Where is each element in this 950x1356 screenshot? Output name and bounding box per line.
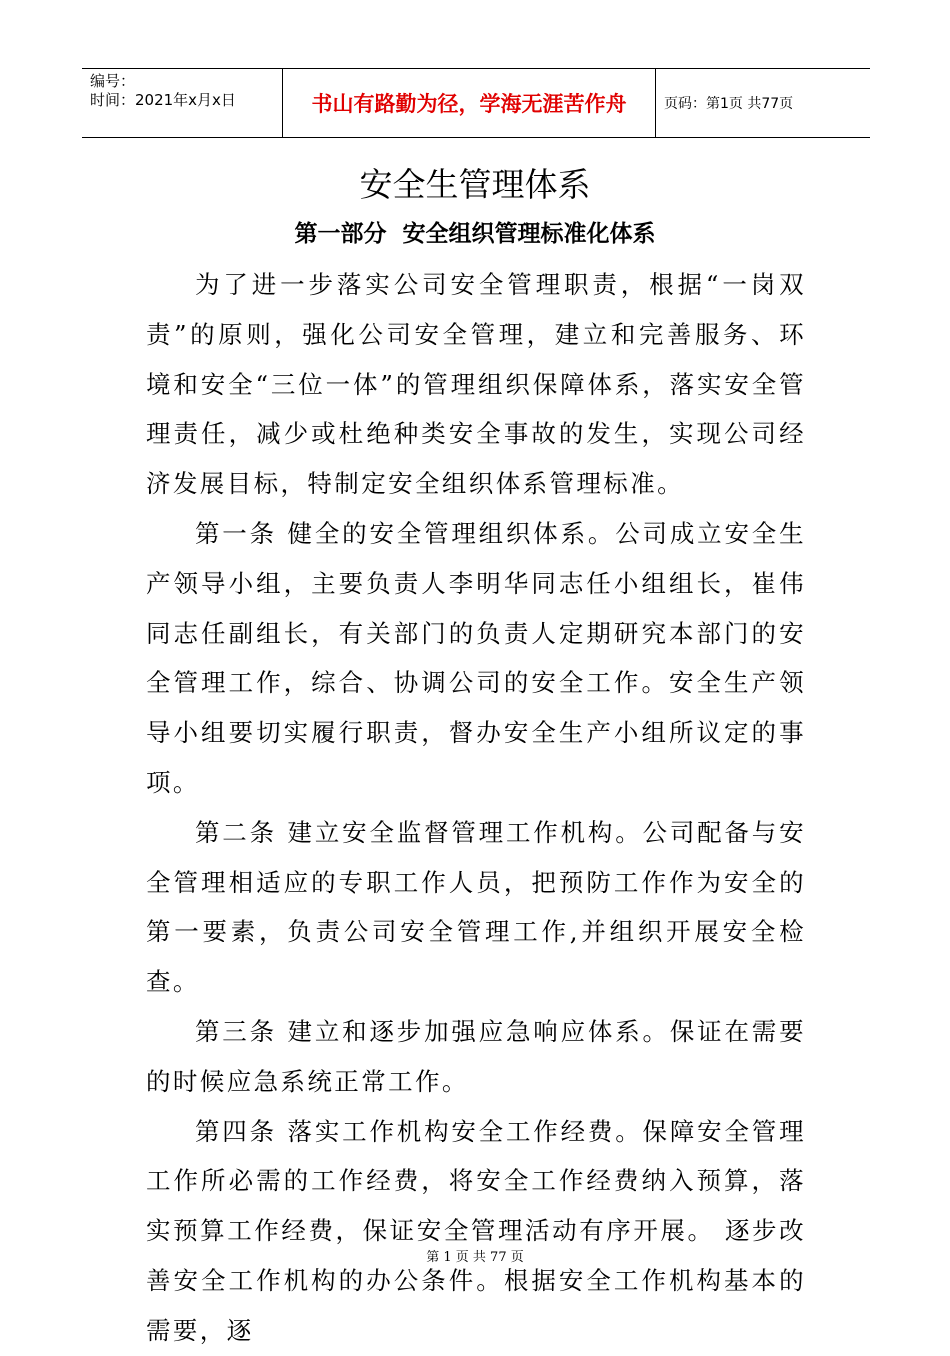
header-motto: 书山有路勤为径，学海无涯苦作舟 — [282, 69, 656, 137]
header-table — [82, 68, 870, 138]
header-meta-cell — [82, 69, 282, 137]
document-body — [146, 260, 806, 1356]
paragraph-article-4: 第四条 落实工作机构安全工作经费。保障安全管理工作所必需的工作经费，将安全工作经费纳入预算，落实预算工作经费，保证安全管理活动有序开展。 逐步改善安全工作机构的办公条件。根据安全工作机构基本的需要，逐 — [146, 1116, 806, 1345]
page-footer: 第 1 页 共 77 页 — [426, 1250, 524, 1265]
paragraph-article-2: 第二条 建立安全监督管理工作机构。公司配备与安全管理相适应的专职工作人员，把预防工作作为安全的第一要素，负责公司安全管理工作,并组织开展安全检查。 — [146, 817, 806, 997]
document-subtitle: 第一部分 安全组织管理标准化体系 — [294, 221, 656, 247]
number-label: 编号： — [90, 72, 136, 90]
paragraph-article-3: 第三条 建立和逐步加强应急响应体系。保证在需要的时候应急系统正常工作。 — [146, 1016, 806, 1096]
time-label: 时间：2021年x月x日 — [90, 91, 236, 109]
paragraph-article-1: 第一条 健全的安全管理组织体系。公司成立安全生产领导小组，主要负责人李明华同志任小组组长，崔伟同志任副组长，有关部门的负责人定期研究本部门的安全管理工作，综合、协调公司的安全工作。安全生产领导小组要切实履行职责，督办安全生产小组所议定的事项。 — [146, 518, 806, 797]
header-page-info: 页码：第1页 共77页 — [664, 96, 794, 112]
document-title: 安全生管理体系 — [359, 165, 591, 204]
paragraph-intro: 为了进一步落实公司安全管理职责，根据“一岗双责”的原则，强化公司安全管理，建立和完善服务、环境和安全“三位一体”的管理组织保障体系，落实安全管理责任，减少或杜绝种类安全事故的发生，实现公司经济发展目标，特制定安全组织体系管理标准。 — [146, 270, 806, 499]
